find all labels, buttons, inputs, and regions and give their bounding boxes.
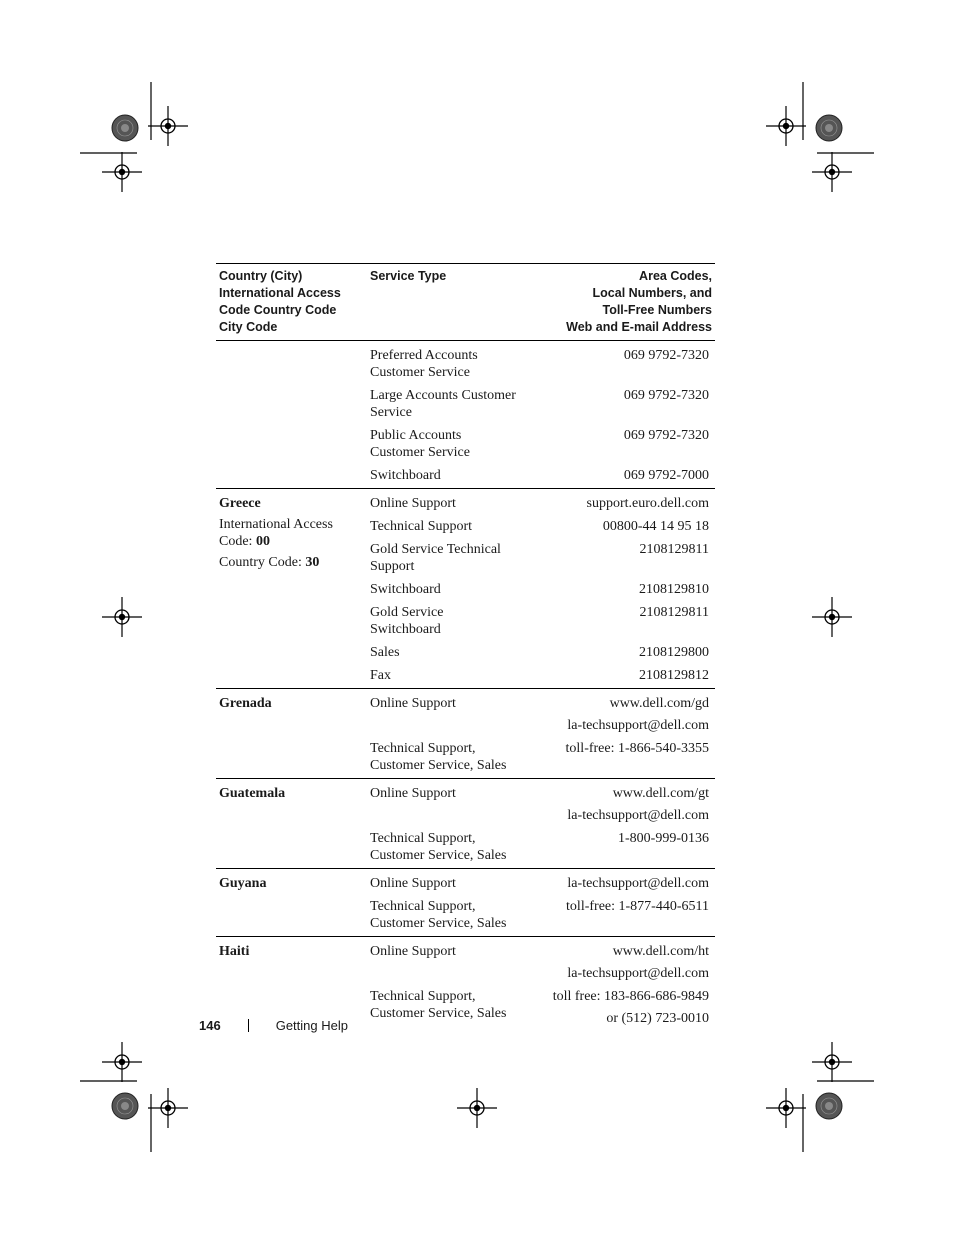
contact-values — [517, 943, 715, 982]
contact-values — [517, 695, 715, 734]
service-type: Fax — [370, 668, 391, 683]
footer-separator — [248, 1019, 249, 1032]
table-row — [367, 600, 715, 640]
country-group — [216, 779, 715, 869]
contact-table — [216, 263, 715, 1031]
country-cell — [216, 691, 367, 776]
contact-value: 069 9792-7320 — [623, 348, 709, 363]
contact-value: 069 9792-7320 — [623, 428, 709, 443]
country-cell — [216, 491, 367, 686]
contact-value: 069 9792-7000 — [623, 468, 709, 483]
service-type: Technical Support — [370, 519, 473, 534]
table-row — [367, 463, 715, 486]
contact-values — [517, 518, 715, 535]
table-row — [367, 640, 715, 663]
table-row — [367, 537, 715, 577]
table-row — [367, 871, 715, 894]
contact-value: la-techsupport@dell.com — [567, 808, 709, 823]
table-row — [367, 577, 715, 600]
contact-value: www.dell.com/gt — [612, 786, 709, 801]
contact-values — [517, 644, 715, 661]
contact-value: 2108129812 — [639, 668, 709, 683]
country-cell — [216, 871, 367, 934]
header-country: Country (City) International Access Code Country Code City Code — [219, 269, 341, 334]
country-name: Guyana — [219, 876, 267, 891]
service-rows — [367, 939, 715, 1029]
contact-value: la-techsupport@dell.com — [567, 718, 709, 733]
contact-values — [517, 495, 715, 512]
contact-value: 1-800-999-0136 — [618, 831, 709, 846]
contact-values — [517, 581, 715, 598]
contact-values — [517, 541, 715, 575]
table-row — [367, 894, 715, 934]
contact-value: www.dell.com/ht — [612, 944, 709, 959]
service-type: Technical Support, Customer Service, Sales — [370, 989, 507, 1021]
country-name: Haiti — [219, 944, 250, 959]
table-row — [367, 984, 715, 1029]
page-number: 146 — [199, 1017, 221, 1033]
contact-values — [517, 347, 715, 381]
country-cell — [216, 781, 367, 866]
table-row — [367, 736, 715, 776]
contact-values — [517, 427, 715, 461]
service-type: Gold Service Switchboard — [370, 605, 444, 637]
service-type: Technical Support, Customer Service, Sales — [370, 899, 507, 931]
country-group — [216, 341, 715, 489]
contact-value: or (512) 723-0010 — [606, 1011, 709, 1026]
contact-value: 2108129811 — [639, 542, 709, 557]
contact-value: 069 9792-7320 — [623, 388, 709, 403]
contact-value: toll free: 183-866-686-9849 — [552, 989, 709, 1004]
table-row — [367, 826, 715, 866]
service-type: Gold Service Technical Support — [370, 542, 501, 574]
contact-values — [517, 875, 715, 892]
code-value: 30 — [305, 555, 320, 570]
header-service-type: Service Type — [370, 269, 447, 283]
service-rows — [367, 343, 715, 486]
contact-value: 2108129800 — [639, 645, 709, 660]
country-code-line — [219, 516, 367, 550]
country-code-line — [219, 554, 367, 571]
table-header — [216, 263, 715, 341]
contact-values — [517, 740, 715, 774]
service-type: Switchboard — [370, 582, 441, 597]
service-rows — [367, 491, 715, 686]
table-row — [367, 663, 715, 686]
service-type: Online Support — [370, 944, 456, 959]
country-group — [216, 489, 715, 689]
chapter-title: Getting Help — [275, 1017, 348, 1033]
country-group — [216, 689, 715, 779]
service-type: Online Support — [370, 876, 456, 891]
contact-values — [517, 898, 715, 932]
table-row — [367, 691, 715, 736]
table-row — [367, 343, 715, 383]
contact-value: support.euro.dell.com — [586, 496, 709, 511]
contact-values — [517, 988, 715, 1027]
table-body — [216, 341, 715, 1031]
contact-values — [517, 785, 715, 824]
service-rows — [367, 871, 715, 934]
code-label: International Access Code: — [219, 517, 333, 549]
contact-values — [517, 667, 715, 684]
service-type: Online Support — [370, 786, 456, 801]
contact-value: 00800-44 14 95 18 — [602, 519, 709, 534]
contact-value: 2108129811 — [639, 605, 709, 620]
contact-value: la-techsupport@dell.com — [567, 876, 709, 891]
service-rows — [367, 781, 715, 866]
contact-value: toll-free: 1-877-440-6511 — [566, 899, 709, 914]
service-type: Technical Support, Customer Service, Sales — [370, 741, 507, 773]
table-row — [367, 514, 715, 537]
contact-values — [517, 830, 715, 864]
service-type: Online Support — [370, 496, 456, 511]
contact-value: 2108129810 — [639, 582, 709, 597]
code-value: 00 — [255, 534, 270, 549]
page-footer — [199, 1016, 348, 1034]
contact-values — [517, 604, 715, 638]
table-row — [367, 383, 715, 423]
country-name: Grenada — [219, 696, 272, 711]
contact-values — [517, 467, 715, 484]
country-name: Greece — [219, 496, 261, 511]
table-row — [367, 491, 715, 514]
service-type: Sales — [370, 645, 400, 660]
service-type: Switchboard — [370, 468, 441, 483]
country-group — [216, 869, 715, 937]
service-type: Technical Support, Customer Service, Sales — [370, 831, 507, 863]
table-row — [367, 781, 715, 826]
contact-value: la-techsupport@dell.com — [567, 966, 709, 981]
country-name: Guatemala — [219, 786, 286, 801]
service-type: Large Accounts Customer Service — [370, 388, 516, 420]
code-label: Country Code: — [219, 555, 306, 570]
service-type: Online Support — [370, 696, 456, 711]
table-row — [367, 939, 715, 984]
service-type: Preferred Accounts Customer Service — [370, 348, 478, 380]
country-cell — [216, 343, 367, 486]
service-rows — [367, 691, 715, 776]
contact-value: toll-free: 1-866-540-3355 — [565, 741, 709, 756]
contact-values — [517, 387, 715, 421]
header-numbers: Area Codes, Local Numbers, and Toll-Free Numbers Web and E-mail Address — [566, 269, 712, 334]
service-type: Public Accounts Customer Service — [370, 428, 470, 460]
table-row — [367, 423, 715, 463]
contact-value: www.dell.com/gd — [609, 696, 709, 711]
